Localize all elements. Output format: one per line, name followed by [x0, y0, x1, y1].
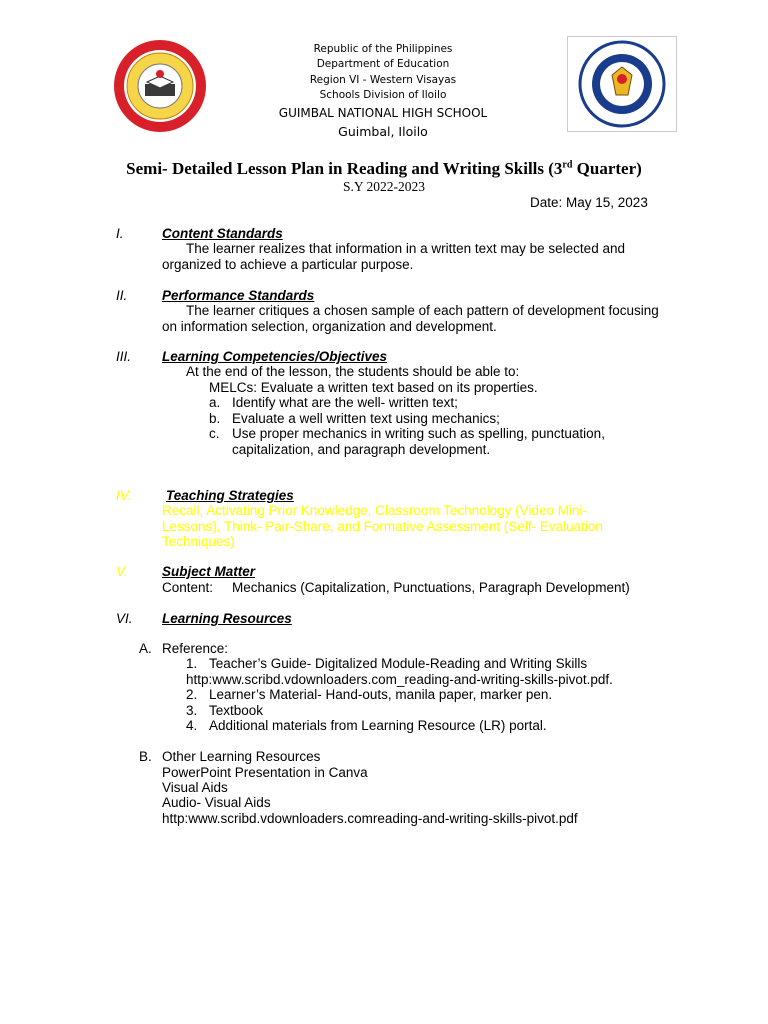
reference-number: 2. [186, 687, 198, 702]
objective-text: Use proper mechanics in writing such as spelling, punctuation, capitalization, and paragraph development. [232, 426, 605, 457]
reference-link: http:www.scribd.vdownloaders.com_reading-and-writing-skills-pivot.pdf. [186, 672, 613, 687]
section-4-number: IV. [116, 488, 132, 503]
section-1-number: I. [116, 226, 124, 241]
reference-number: 3. [186, 703, 198, 718]
reference-number: 1. [186, 656, 198, 671]
section-4-text: Recall, Activating Prior Knowledge, Classroom Technology (Video Mini-Lessons), Think- Pair-Share, and Formative Assessment (Self- Evaluation Techniques) [162, 503, 603, 549]
header-republic: Republic of the Philippines [313, 43, 453, 55]
section-3-heading: Learning Competencies/Objectives [162, 349, 388, 364]
header-town: Guimbal, Iloilo [338, 124, 428, 139]
section-4-heading: Teaching Strategies [166, 488, 294, 503]
section-5-label: Content: [162, 580, 214, 595]
header-school: GUIMBAL NATIONAL HIGH SCHOOL [278, 106, 488, 120]
reference-item: Teacher’s Guide- Digitalized Module-Reading and Writing Skills [209, 656, 588, 671]
section-5-heading: Subject Matter [162, 564, 256, 579]
other-resource-item: Visual Aids [162, 780, 228, 795]
section-6-heading: Learning Resources [162, 611, 292, 626]
section-2-heading: Performance Standards [162, 288, 315, 303]
objective-text: Evaluate a well written text using mechanics; [232, 411, 500, 426]
reference-item: Learner’s Material- Hand-outs, manila paper, marker pen. [209, 687, 553, 702]
section-1-heading: Content Standards [162, 226, 283, 241]
lesson-date: Date: May 15, 2023 [530, 195, 648, 210]
objective-marker: a. [209, 395, 221, 410]
other-resources-marker: B. [139, 749, 152, 764]
section-2-number: II. [116, 288, 128, 303]
section-6-number: VI. [116, 611, 133, 626]
objective-text: Identify what are the well- written text; [232, 395, 458, 410]
reference-label: Reference: [162, 641, 229, 656]
section-3-number: III. [116, 349, 132, 364]
other-resource-item: Audio- Visual Aids [162, 795, 271, 810]
section-5-number: V. [116, 564, 128, 579]
section-2-text: The learner critiques a chosen sample of each pattern of development focusing on information selection, organization and development. [162, 303, 659, 334]
objective-marker: b. [209, 411, 221, 426]
school-logo [111, 38, 209, 134]
header-region: Region VI - Western Visayas [309, 74, 457, 86]
section-1-text: The learner realizes that information in a written text may be selected and organized to achieve a particular purpose. [162, 241, 625, 272]
header-department: Department of Education [316, 58, 450, 70]
section-3-intro: At the end of the lesson, the students should be able to: [186, 364, 520, 379]
reference-marker: A. [139, 641, 152, 656]
other-resources-label: Other Learning Resources [162, 749, 321, 764]
section-3-melcs: MELCs: Evaluate a written text based on its properties. [209, 380, 538, 395]
reference-item: Additional materials from Learning Resource (LR) portal. [209, 718, 547, 733]
deped-seal [567, 36, 677, 132]
objective-marker: c. [209, 426, 220, 441]
other-resource-item: PowerPoint Presentation in Canva [162, 765, 368, 780]
school-year: S.Y 2022-2023 [342, 179, 425, 194]
reference-item: Textbook [209, 703, 264, 718]
other-resource-link: http:www.scribd.vdownloaders.comreading-and-writing-skills-pivot.pdf [162, 811, 578, 826]
section-5-text: Mechanics (Capitalization, Punctuations, Paragraph Development) [232, 580, 630, 595]
lesson-plan-title: Semi- Detailed Lesson Plan in Reading and Writing Skills (3rd Quarter) [126, 159, 642, 178]
header-division: Schools Division of Iloilo [319, 89, 447, 101]
reference-number: 4. [186, 718, 198, 733]
